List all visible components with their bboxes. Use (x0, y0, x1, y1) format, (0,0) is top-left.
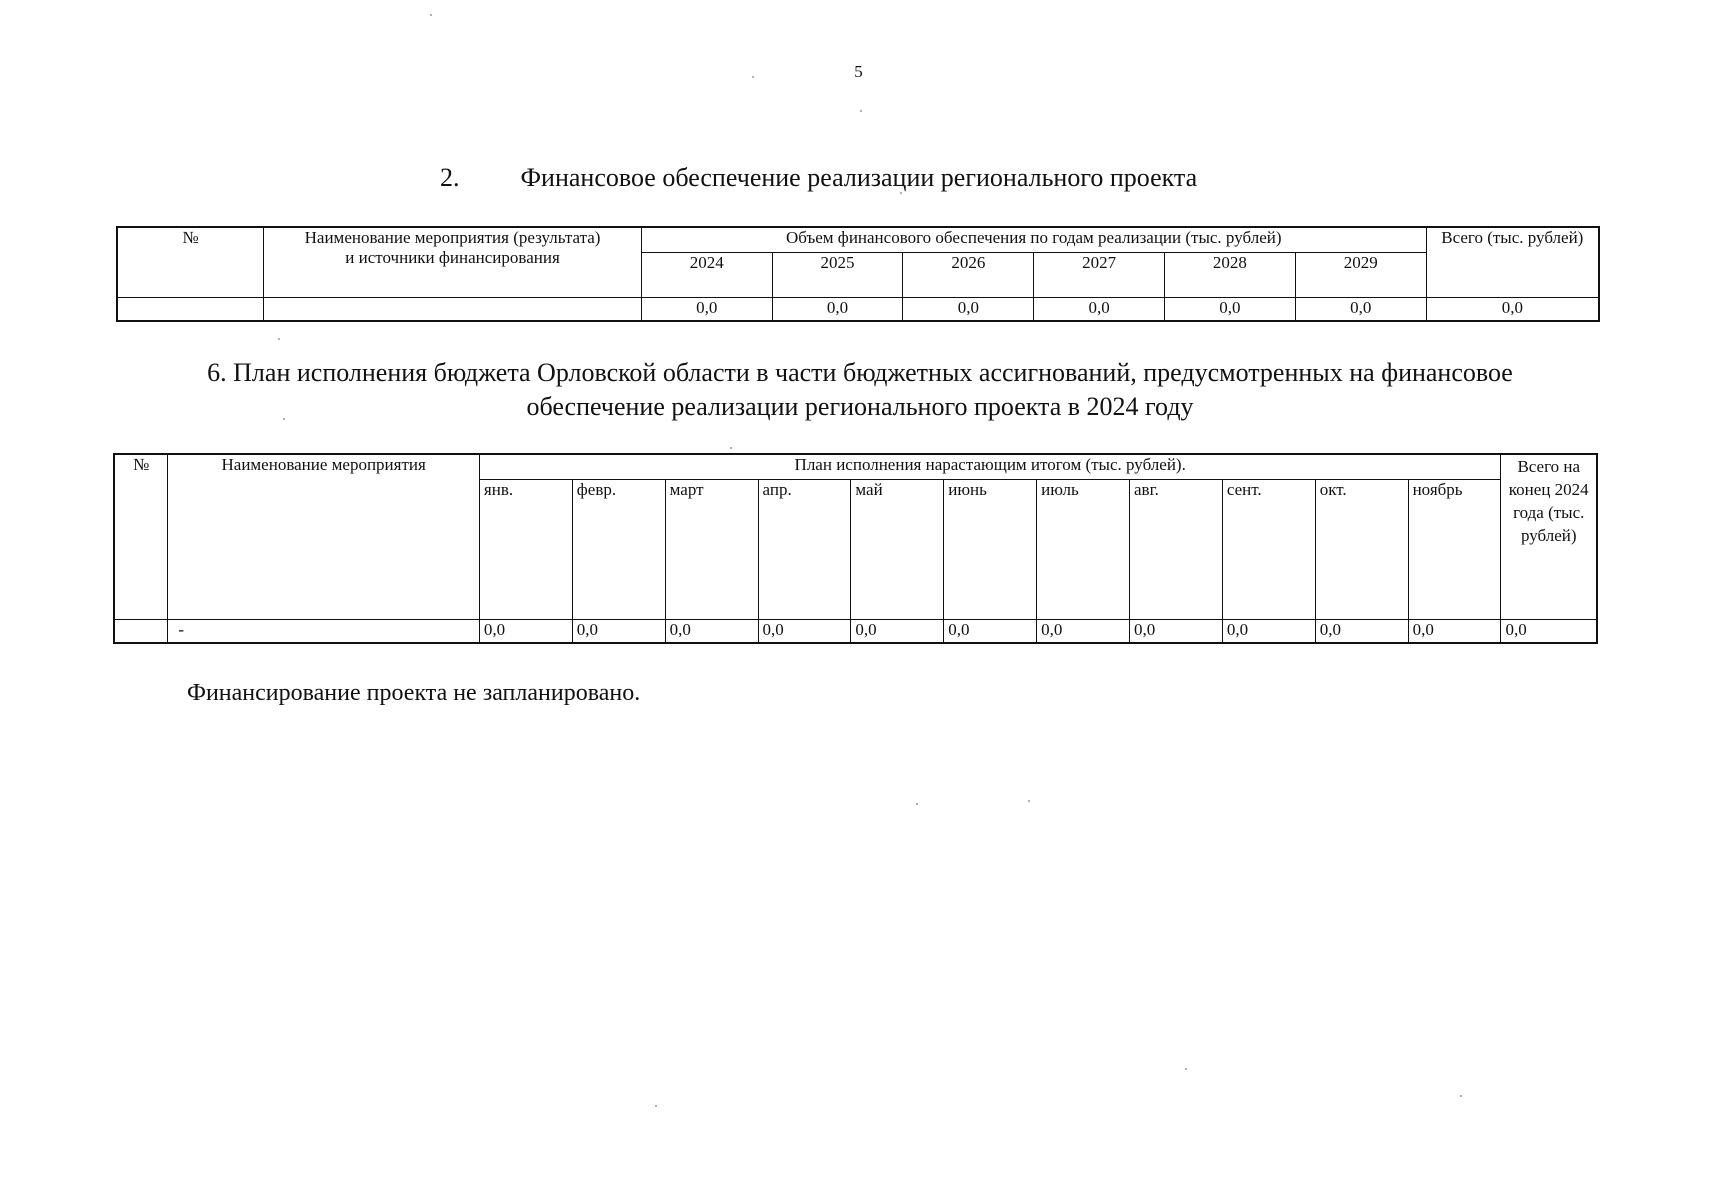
scan-speck (430, 14, 432, 16)
month-cell: янв. (479, 479, 572, 619)
month-cell: июль (1037, 479, 1130, 619)
month-cell: июнь (944, 479, 1037, 619)
month-cell: авг. (1130, 479, 1223, 619)
financing-note: Финансирование проекта не запланировано. (187, 680, 641, 706)
month-cell: февр. (572, 479, 665, 619)
total-cell: 0,0 (1426, 297, 1599, 321)
value-cell: 0,0 (1037, 619, 1130, 643)
section-2-title (440, 163, 1197, 193)
value-cell: 0,0 (1165, 297, 1296, 321)
value-cell: 0,0 (944, 619, 1037, 643)
value-cell: 0,0 (479, 619, 572, 643)
year-cell: 2028 (1165, 252, 1296, 297)
scan-speck (655, 1105, 657, 1107)
section-2-number: 2. (440, 163, 460, 192)
value-cell: 0,0 (903, 297, 1034, 321)
header-no: № (114, 454, 168, 619)
value-cell: 0,0 (1408, 619, 1501, 643)
row-name (264, 297, 642, 321)
value-cell: 0,0 (641, 297, 772, 321)
year-cell: 2025 (772, 252, 903, 297)
month-cell: сент. (1222, 479, 1315, 619)
header-name: Наименование мероприятия (168, 454, 480, 619)
financing-header-row (117, 227, 1599, 252)
scan-speck (1028, 800, 1030, 802)
plan-header-row (114, 454, 1597, 479)
month-cell: окт. (1315, 479, 1408, 619)
value-cell: 0,0 (1222, 619, 1315, 643)
row-no (114, 619, 168, 643)
header-plan: План исполнения нарастающим итогом (тыс. рублей). (479, 454, 1501, 479)
section-6-title: 6. План исполнения бюджета Орловской области в части бюджетных ассигнований, предусмотренных на финансовое обеспечение реализации регионального проекта в 2024 году (207, 358, 1513, 421)
scan-speck (278, 338, 280, 340)
scan-speck (900, 192, 902, 194)
value-cell: 0,0 (1315, 619, 1408, 643)
total-cell: 0,0 (1501, 619, 1597, 643)
month-cell: май (851, 479, 944, 619)
table-row (117, 297, 1599, 321)
scan-speck (752, 76, 754, 78)
financing-table (116, 226, 1600, 322)
value-cell: 0,0 (1034, 297, 1165, 321)
table-row (114, 619, 1597, 643)
row-no (117, 297, 264, 321)
scan-speck (1185, 1068, 1187, 1070)
scan-speck (730, 447, 732, 449)
year-cell: 2024 (641, 252, 772, 297)
scan-speck (1460, 1095, 1462, 1097)
scan-speck (916, 803, 918, 805)
value-cell: 0,0 (758, 619, 851, 643)
value-cell: 0,0 (851, 619, 944, 643)
header-volume: Объем финансового обеспечения по годам реализации (тыс. рублей) (641, 227, 1426, 252)
value-cell: 0,0 (665, 619, 758, 643)
year-cell: 2026 (903, 252, 1034, 297)
row-name: - (168, 619, 480, 643)
value-cell: 0,0 (772, 297, 903, 321)
month-cell: апр. (758, 479, 851, 619)
value-cell: 0,0 (1295, 297, 1426, 321)
month-cell: ноябрь (1408, 479, 1501, 619)
header-no: № (117, 227, 264, 297)
year-cell: 2027 (1034, 252, 1165, 297)
header-name: Наименование мероприятия (результата) и источники финансирования (264, 227, 642, 297)
year-cell: 2029 (1295, 252, 1426, 297)
month-cell: март (665, 479, 758, 619)
header-total: Всего (тыс. рублей) (1426, 227, 1599, 297)
section-2-title-text: Финансовое обеспечение реализации регионального проекта (520, 163, 1198, 192)
scan-speck (283, 418, 285, 420)
header-total: Всего на конец 2024 года (тыс. рублей) (1501, 454, 1597, 619)
page-number: 5 (854, 62, 863, 81)
value-cell: 0,0 (572, 619, 665, 643)
scan-speck (860, 110, 862, 112)
value-cell: 0,0 (1130, 619, 1223, 643)
budget-plan-table (113, 453, 1598, 644)
